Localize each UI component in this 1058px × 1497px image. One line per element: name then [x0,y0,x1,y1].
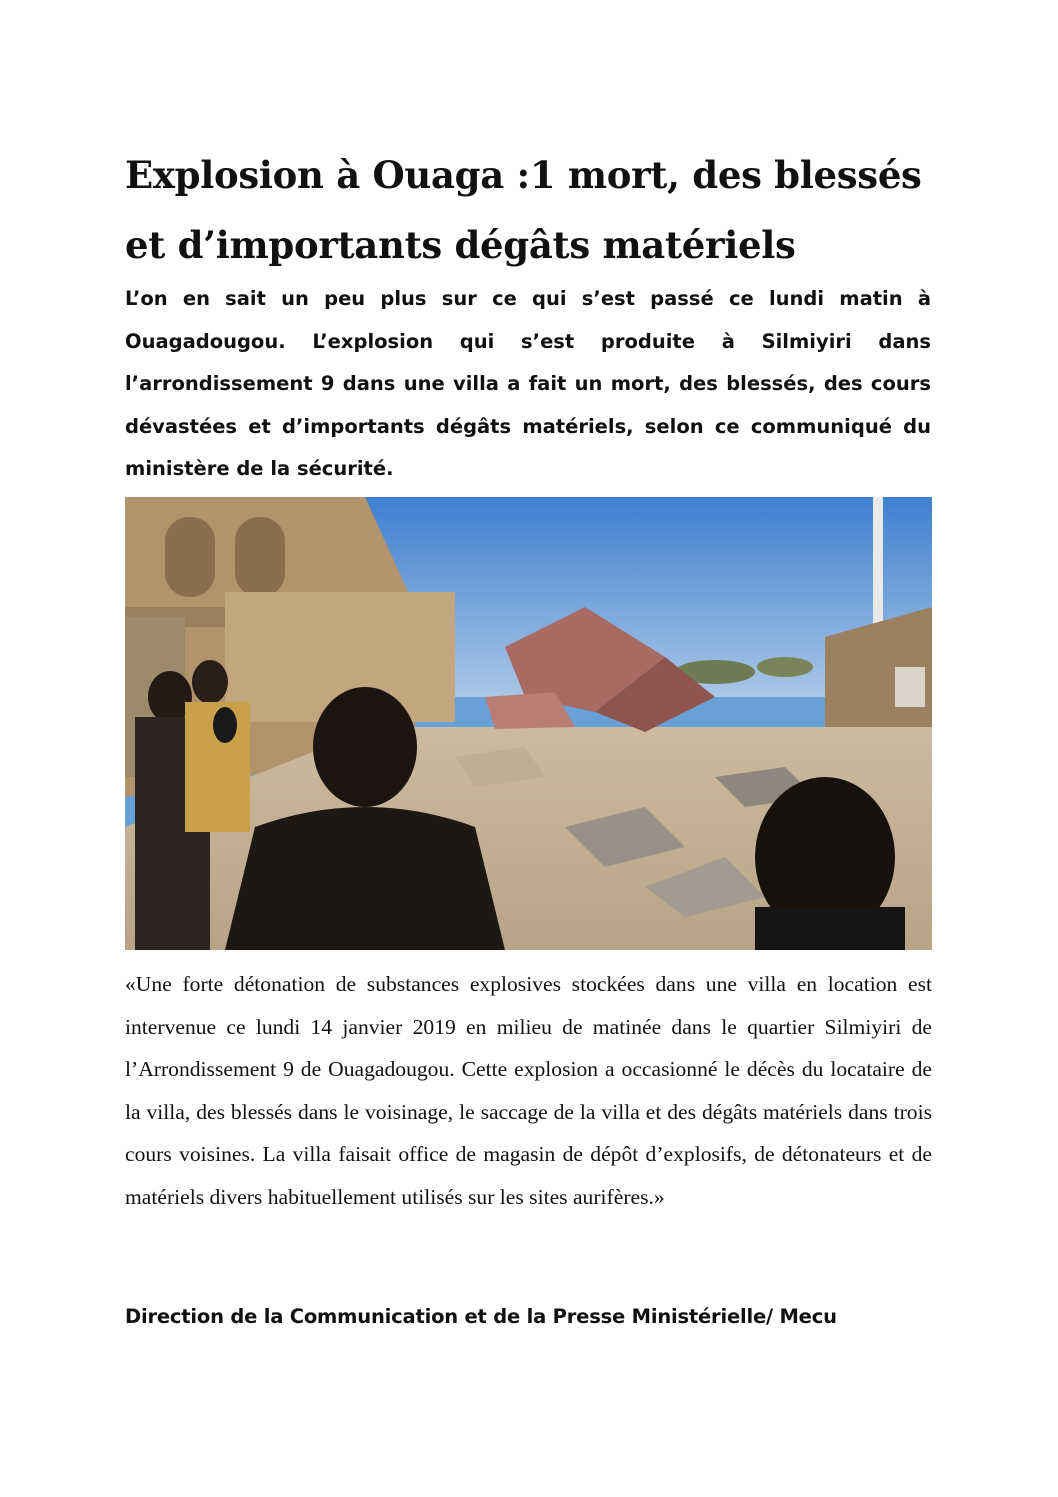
ministry-quote: «Une forte détonation de substances explosives stockées dans une villa en location est intervenue ce lundi 14 janvier 2019 en milieu de matinée dans le quartier Silmiyiri de l’Arrondissement 9 de Ouagadougou. Cette explosion a occasionné le décès du locataire de la villa, des blessés dans le voisinage, le saccage de la villa et des dégâts matériels dans trois cours voisines. La villa faisait office de magasin de dépôt d’explosifs, de détonateurs et de matériels divers habituellement utilisés sur les sites aurifères.» [125,972,932,1209]
photo-illustration [125,497,932,950]
article-title: Explosion à Ouaga :1 mort, des blessés et d’importants dégâts matériels [125,153,922,267]
article-signature: Direction de la Communication et de la Presse Ministérielle/ Mecu [125,1305,837,1328]
article-photo [125,497,932,950]
article-lead: L’on en sait un peu plus sur ce qui s’est passé ce lundi matin à Ouagadougou. L’explosion qui s’est produite à Silmiyiri dans l’arrondissement 9 dans une villa a fait un mort, des blessés, des cours dévastées et d’importants dégâts matériels, selon ce communiqué du ministère de la sécurité. [125,287,931,481]
